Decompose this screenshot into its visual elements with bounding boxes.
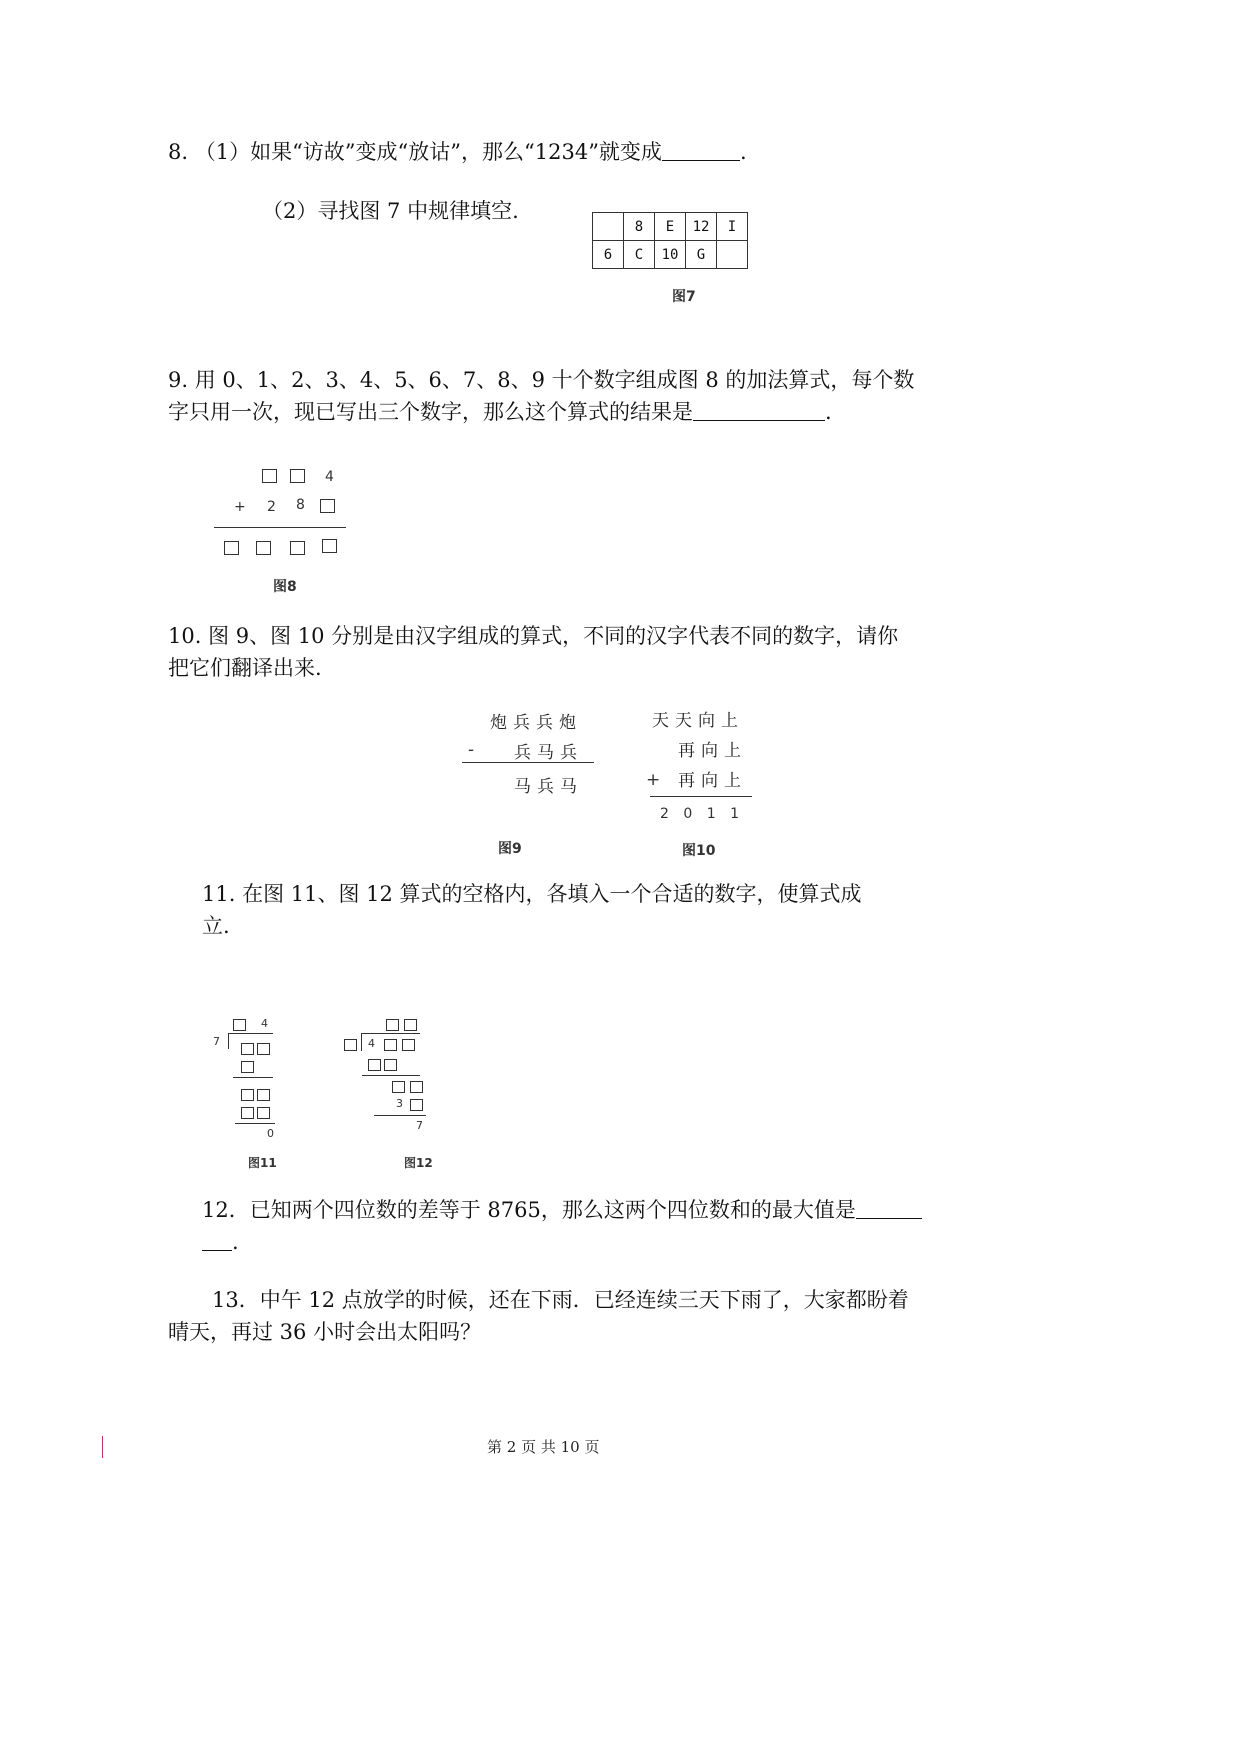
digit-box <box>290 469 305 483</box>
subtract-line <box>235 1123 275 1124</box>
subtract-line <box>233 1077 273 1078</box>
q12-text: 12．已知两个四位数的差等于 8765，那么这两个四位数和的最大值是 <box>202 1198 856 1222</box>
digit-box <box>404 1019 417 1031</box>
margin-marker <box>102 1436 103 1458</box>
q12-line2 <box>202 1226 239 1258</box>
fig9-row2: 兵马兵 <box>514 743 583 763</box>
figure-11 <box>205 1015 295 1150</box>
figure-12-caption: 图12 <box>404 1156 433 1170</box>
minus-sign: - <box>468 740 475 760</box>
q8-line2: （2）寻找图 7 中规律填空. <box>262 199 519 223</box>
table-row <box>593 241 748 269</box>
table-cell <box>593 213 624 241</box>
digit-box <box>241 1043 254 1055</box>
q12-line1 <box>202 1194 922 1226</box>
table-row <box>593 213 748 241</box>
digit-box <box>392 1081 405 1093</box>
division-bracket <box>361 1033 362 1051</box>
q8-period: . <box>739 140 747 164</box>
divisor: 7 <box>213 1035 220 1048</box>
q13-line2: 晴天，再过 36 小时会出太阳吗？ <box>168 1320 482 1344</box>
q9-text: 字只用一次，现已写出三个数字，那么这个算式的结果是 <box>168 400 693 424</box>
figure-7-caption: 图7 <box>672 289 696 305</box>
q10-line1: 10. 图 9、图 10 分别是由汉字组成的算式，不同的汉字代表不同的数字，请你 <box>168 624 899 648</box>
table-cell <box>717 241 748 269</box>
table-cell: E <box>655 213 686 241</box>
digit-box <box>233 1019 246 1031</box>
figure-7-table <box>592 212 748 269</box>
q9-line1: 9. 用 0、1、2、3、4、5、6、7、8、9 十个数字组成图 8 的加法算式，每个数 <box>168 368 915 392</box>
table-cell: 8 <box>624 213 655 241</box>
figure-7 <box>592 212 748 269</box>
table-cell: G <box>686 241 717 269</box>
figure-9-caption: 图9 <box>498 841 522 857</box>
q8-text: 8. （1）如果“访故”变成“放诂”，那么“1234”就变成 <box>168 140 662 164</box>
digit-4: 4 <box>325 469 334 485</box>
figure-10 <box>640 700 760 830</box>
digit-box <box>241 1089 254 1101</box>
q9-period: . <box>825 400 832 424</box>
fig10-result: 2 0 1 1 <box>660 806 744 822</box>
digit-box <box>256 541 271 555</box>
q11-line2: 立. <box>202 914 230 938</box>
figure-12 <box>340 1015 440 1150</box>
remainder: 0 <box>267 1127 274 1140</box>
digit-box <box>257 1043 270 1055</box>
digit-box <box>384 1059 397 1071</box>
digit-box <box>410 1081 423 1093</box>
digit-box <box>368 1059 381 1071</box>
digit-box <box>384 1039 397 1051</box>
table-cell: I <box>717 213 748 241</box>
digit-box <box>344 1039 357 1051</box>
digit-box <box>262 469 277 483</box>
digit-8: 8 <box>296 497 305 513</box>
fig10-row3: 再向上 <box>678 771 747 791</box>
table-cell: 10 <box>655 241 686 269</box>
digit-box <box>257 1089 270 1101</box>
digit-box <box>410 1099 423 1111</box>
digit-box <box>402 1039 415 1051</box>
quotient-digit: 4 <box>261 1017 268 1030</box>
fig9-row3: 马兵马 <box>514 777 583 797</box>
table-cell: C <box>624 241 655 269</box>
q12-period: . <box>232 1230 239 1254</box>
q12-answer-blank-part1[interactable] <box>856 1196 922 1219</box>
subtract-line <box>374 1115 426 1116</box>
digit-box <box>386 1019 399 1031</box>
q11-line1: 11. 在图 11、图 12 算式的空格内，各填入一个合适的数字，使算式成 <box>202 882 862 906</box>
dividend-digit: 4 <box>368 1037 375 1050</box>
digit-box <box>224 541 239 555</box>
plus-sign: + <box>234 499 246 515</box>
digit-box <box>257 1107 270 1119</box>
remainder: 7 <box>416 1119 423 1132</box>
q8-answer-blank[interactable] <box>662 138 740 161</box>
page-number: 第 2 页 共 10 页 <box>487 1438 600 1456</box>
table-cell: 6 <box>593 241 624 269</box>
q12-answer-blank-part2[interactable] <box>202 1228 232 1251</box>
q8-line1 <box>168 136 747 168</box>
fig9-row1: 炮兵兵炮 <box>490 713 582 733</box>
subtract-line <box>362 1075 420 1076</box>
division-bracket <box>228 1033 229 1049</box>
digit-box <box>322 539 337 553</box>
figure-11-caption: 图11 <box>248 1156 277 1170</box>
digit-box <box>320 499 335 513</box>
digit-box <box>290 541 305 555</box>
fig9-line <box>462 762 594 763</box>
digit-2: 2 <box>267 499 276 515</box>
plus-sign: + <box>646 770 661 790</box>
fig10-row2: 再向上 <box>678 741 747 761</box>
division-bar <box>362 1033 420 1034</box>
figure-8-caption: 图8 <box>273 579 297 595</box>
fig10-line <box>650 796 752 797</box>
partial-digit: 3 <box>396 1097 403 1110</box>
q9-line2 <box>168 396 832 428</box>
figure-9 <box>460 700 600 810</box>
fig10-row1: 天天向上 <box>652 711 744 731</box>
division-bar <box>229 1033 273 1034</box>
q9-answer-blank[interactable] <box>693 398 825 421</box>
q13-line1: 13．中午 12 点放学的时候，还在下雨．已经连续三天下雨了，大家都盼着 <box>212 1288 909 1312</box>
digit-box <box>241 1107 254 1119</box>
digit-box <box>241 1061 254 1073</box>
sum-line <box>214 527 346 528</box>
table-cell: 12 <box>686 213 717 241</box>
q10-line2: 把它们翻译出来. <box>168 656 322 680</box>
figure-10-caption: 图10 <box>682 843 716 859</box>
